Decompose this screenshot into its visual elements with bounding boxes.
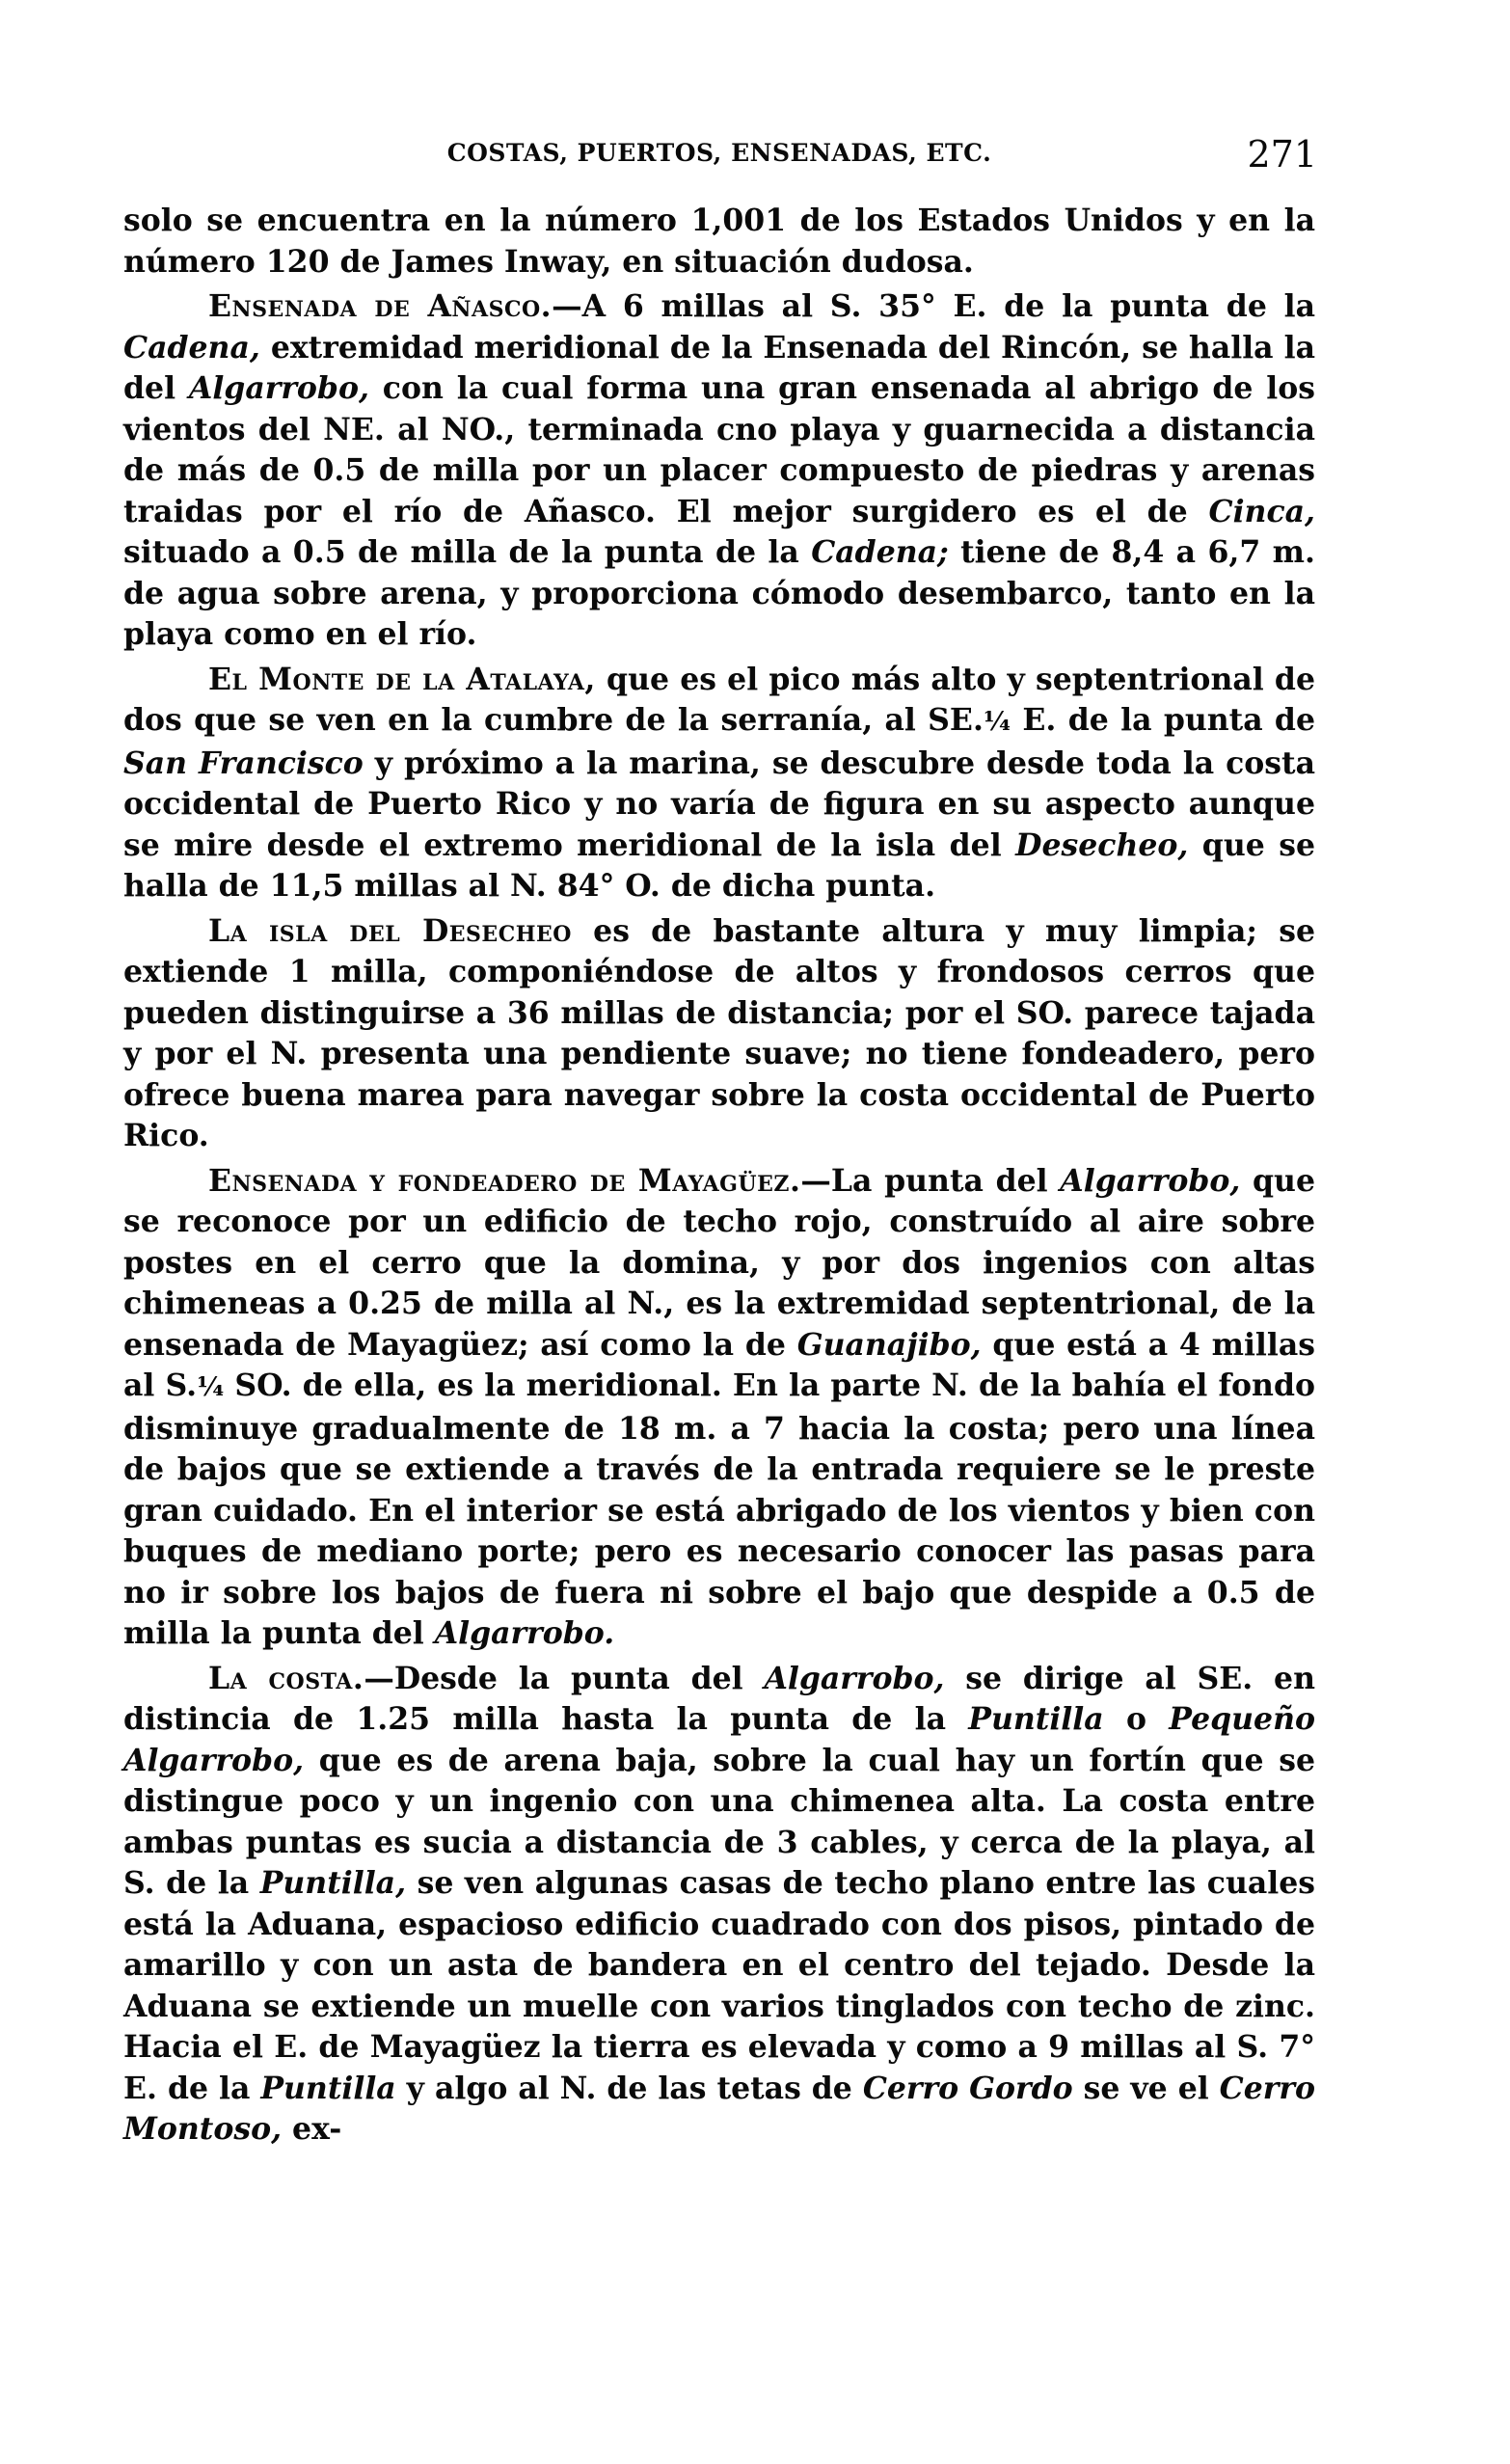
text-run: y próximo a la marina, se descubre desde toda la costa occidental de Puerto Rico y no varía de figura en su aspecto aunque se mire desde el extremo meridional de la isla del	[123, 745, 1315, 863]
place-name: Puntilla	[260, 2070, 396, 2106]
text-run: se dirige al SE. en distincia de 1.25 milla hasta la punta de la	[123, 1660, 1315, 1737]
place-name: Guanajibo,	[796, 1326, 982, 1363]
fraction: ¼	[983, 707, 1011, 737]
text-run: ex-	[282, 2111, 342, 2147]
place-name: Puntilla	[968, 1701, 1104, 1737]
text-run: E. de la punta de	[1011, 702, 1315, 738]
text-run: se ven algunas casas de techo plano entre las cuales está la Aduana, espacioso edificio cuadrado con dos pisos, pintado de amarillo y con un asta de bandera en el centro del tejado. Desde la Aduana se extiende un muelle con varios tinglados con techo de zinc. Hacia el E. de Mayagüez la tierra es elevada y como a 9 millas al S. 7° E. de la	[123, 1865, 1315, 2106]
place-name: Cerro Gordo	[862, 2070, 1073, 2106]
text-run: que se reconoce por un edificio de techo rojo, construído al aire sobre postes en el cerro que la domina, y por dos ingenios con altas chimeneas a 0.25 de milla al N., es la extremidad septentrional, de la ensenada de Mayagüez; así como la de	[123, 1162, 1315, 1363]
section-heading: Ensenada y fondeadero de Mayagüez.	[208, 1162, 801, 1199]
place-name: Desecheo,	[1015, 826, 1189, 863]
paragraph-la-costa	[123, 1659, 1315, 2151]
place-name: Cerro Montoso,	[123, 2070, 1315, 2147]
running-title: COSTAS, PUERTOS, ENSENADAS, ETC.	[446, 139, 992, 167]
page-number: 271	[1247, 133, 1317, 176]
place-name: San Francisco	[123, 745, 364, 781]
section-heading: Ensenada de Añasco.	[208, 288, 553, 324]
text-run: que es el pico más alto y septentrional de dos que se ven en la cumbre de la serranía, al SE.	[123, 661, 1315, 738]
section-heading: La costa.	[208, 1660, 364, 1696]
body-text	[123, 201, 1315, 2154]
text-run: —A 6 millas al S. 35° E. de la punta de la	[552, 288, 1316, 324]
paragraph-text: solo se encuentra en la número 1,001 de los Estados Unidos y en la número 120 de James Inway, en situación dudosa.	[123, 203, 1315, 280]
paragraph-continuation	[123, 201, 1315, 283]
section-heading: El Monte de la Atalaya,	[208, 661, 596, 697]
text-run: tiene de 8,4 a 6,7 m. de agua sobre arena, y proporciona cómodo desembarco, tanto en la playa como en el río.	[123, 534, 1315, 652]
place-name: Algarrobo,	[188, 370, 369, 406]
text-run: —La punta del	[800, 1162, 1061, 1199]
text-run: que es de arena baja, sobre la cual hay un fortín que se distingue poco y un ingenio con una chimenea alta. La costa entre ambas puntas es sucia a distancia de 3 cables, y cerca de la playa, al S. de la	[123, 1742, 1315, 1901]
place-name: Algarrobo,	[764, 1660, 945, 1696]
place-name: Puntilla,	[259, 1865, 407, 1901]
place-name: Pequeño Algarrobo,	[123, 1701, 1315, 1778]
place-name: Cadena;	[811, 534, 949, 570]
text-run: SO. de ella, es la meridional. En la parte N. de la bahía el fondo disminuye gradualmente de 18 m. a 7 hacia la costa; pero una línea de bajos que se extiende a través de la entrada requiere se le preste gran cuidado. En el interior se está abrigado de los vientos y bien con buques de mediano porte; pero es necesario conocer las pasas para no ir sobre los bajos de fuera ni sobre el bajo que despide a 0.5 de milla la punta del	[123, 1367, 1315, 1651]
text-run: —Desde la punta del	[364, 1660, 765, 1696]
text-run: es de bastante altura y muy limpia; se extiende 1 milla, componiéndose de altos y frondosos cerros que pueden distinguirse a 36 millas de distancia; por el SO. parece tajada y por el N. presenta una pendiente suave; no tiene fondeadero, pero ofrece buena marea para navegar sobre la costa occidental de Puerto Rico.	[123, 912, 1315, 1153]
text-run: situado a 0.5 de milla de la punta de la	[123, 534, 812, 570]
place-name: Algarrobo.	[434, 1615, 615, 1651]
fraction: ¼	[197, 1372, 225, 1402]
paragraph-ensenada-anasco	[123, 286, 1315, 656]
text-run: con la cual forma una gran ensenada al abrigo de los vientos del NE. al NO., terminada cno playa y guarnecida a distancia de más de 0.5 de milla por un placer compuesto de piedras y arenas traidas por el río de Añasco. El mejor surgidero es el de	[123, 370, 1315, 529]
place-name: Algarrobo,	[1060, 1162, 1241, 1199]
text-run: y algo al N. de las tetas de	[395, 2070, 863, 2106]
text-run: que está a 4 millas al S.	[123, 1326, 1315, 1403]
place-name: Cinca,	[1208, 493, 1315, 529]
place-name: Cadena,	[123, 329, 260, 366]
section-heading: La isla del Desecheo	[208, 912, 572, 949]
paragraph-monte-atalaya	[123, 660, 1315, 907]
paragraph-isla-desecheo	[123, 911, 1315, 1157]
paragraph-mayaguez	[123, 1161, 1315, 1655]
running-header	[121, 133, 1317, 181]
text-run: o	[1103, 1701, 1170, 1737]
text-run: extremidad meridional de la Ensenada del Rincón, se halla la del	[123, 329, 1315, 406]
text-run: que se halla de 11,5 millas al N. 84° O. de dicha punta.	[123, 826, 1315, 904]
text-run: se ve el	[1072, 2070, 1220, 2106]
